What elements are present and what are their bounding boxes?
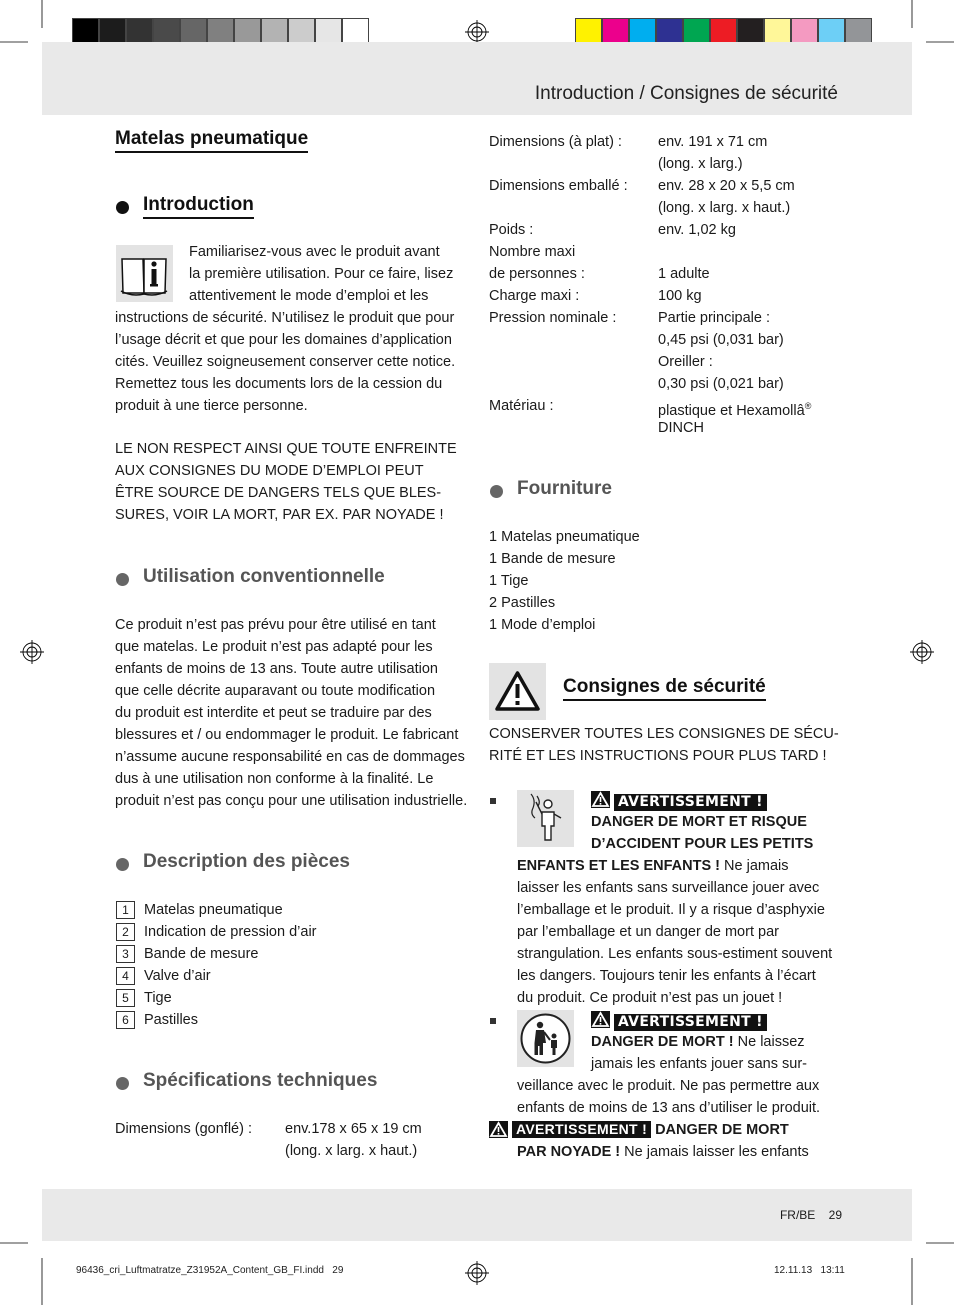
spec-value: env. 28 x 20 x 5,5 cm bbox=[658, 178, 795, 194]
spec-value: (long. x larg. x haut.) bbox=[285, 1143, 418, 1159]
warning-text-line: enfants de moins de 13 ans d’utiliser le produit. bbox=[517, 1100, 821, 1116]
intro-text-line: produit à une tierce personne. bbox=[115, 398, 308, 414]
intro-heading: Introduction bbox=[143, 194, 254, 219]
warning-badge bbox=[591, 1011, 767, 1031]
part-number: 4 bbox=[116, 967, 135, 985]
spec-value: (long. x larg. x haut.) bbox=[658, 200, 791, 216]
list-square-bullet bbox=[490, 1018, 496, 1024]
part-number: 6 bbox=[116, 1011, 135, 1029]
warning-text-line: laisser les enfants sans surveillance jouer avec bbox=[517, 880, 820, 896]
usage-text-line: produit n’est pas conçu pour une utilisation industrielle. bbox=[115, 793, 468, 809]
spec-value: 0,45 psi (0,031 bar) bbox=[658, 332, 784, 348]
part-label: Indication de pression d’air bbox=[144, 924, 317, 940]
safety-heading: Consignes de sécurité bbox=[563, 676, 766, 701]
list-item bbox=[116, 965, 211, 987]
safety-caps-line: RITÉ ET LES INSTRUCTIONS POUR PLUS TARD ! bbox=[489, 748, 827, 764]
spec-label: Dimensions (gonflé) : bbox=[115, 1121, 252, 1137]
registration-mark-left bbox=[20, 640, 44, 664]
usage-text-line: Ce produit n’est pas prévu pour être utilisé en tant bbox=[115, 617, 436, 633]
child-with-bag-icon bbox=[517, 790, 574, 847]
page-number bbox=[780, 1208, 842, 1222]
intro-text-line: l’usage décrit et que pour les domaines d’application bbox=[115, 332, 452, 348]
intro-text-line: cités. Veuillez soigneusement conserver cette notice. bbox=[115, 354, 456, 370]
section-bullet bbox=[116, 858, 129, 871]
section-bullet bbox=[116, 201, 129, 214]
product-title: Matelas pneumatique bbox=[115, 128, 308, 153]
spec-value: (long. x larg.) bbox=[658, 156, 743, 172]
parts-heading: Description des pièces bbox=[143, 851, 350, 872]
warning-small-icon bbox=[591, 791, 610, 808]
spec-value: env. 191 x 71 cm bbox=[658, 134, 768, 150]
warning-bold-text: PAR NOYADE ! bbox=[517, 1144, 621, 1160]
spec-label: Matériau : bbox=[489, 398, 554, 414]
usage-text-line: dus à une utilisation non conforme à la finalité. Le bbox=[115, 771, 434, 787]
spec-table bbox=[489, 131, 849, 441]
spec-value: plastique et Hexamollâ bbox=[658, 402, 805, 419]
spec-label: Poids : bbox=[489, 222, 534, 238]
usage-heading: Utilisation conventionnelle bbox=[143, 566, 385, 587]
list-item bbox=[116, 1009, 198, 1031]
intro-text-line: Remettez tous les documents lors de la cession du bbox=[115, 376, 443, 392]
warning-bold-text: DANGER DE MORT ! bbox=[591, 1034, 734, 1050]
list-item bbox=[116, 943, 258, 965]
list-item bbox=[116, 899, 283, 921]
spec-label: Nombre maxi bbox=[489, 244, 576, 260]
registered-mark: ® bbox=[804, 401, 812, 411]
usage-text-line: blessures et / ou endommager le produit. Le fabricant bbox=[115, 727, 459, 743]
supply-heading: Fourniture bbox=[517, 478, 612, 499]
warning-triangle-icon bbox=[489, 663, 546, 720]
language-code: FR/BE bbox=[779, 1208, 816, 1222]
section-bullet bbox=[116, 1077, 129, 1090]
warning-text: Ne jamais bbox=[724, 858, 789, 874]
spec-label: de personnes : bbox=[489, 266, 585, 282]
warning-text: Ne laissez bbox=[737, 1034, 805, 1050]
spec-value: 1 adulte bbox=[658, 266, 710, 282]
registration-mark-bottom bbox=[465, 1261, 489, 1285]
warning-bold-line: DANGER DE MORT ET RISQUE bbox=[591, 814, 807, 830]
spec-label: Pression nominale : bbox=[489, 310, 617, 326]
list-item: 2 Pastilles bbox=[489, 595, 556, 611]
spec-value: Partie principale : bbox=[658, 310, 771, 326]
warning-badge bbox=[591, 791, 767, 811]
warning-text-line: jamais les enfants jouer sans sur- bbox=[591, 1056, 807, 1072]
part-number: 5 bbox=[116, 989, 135, 1007]
spec-value: DINCH bbox=[658, 420, 704, 436]
info-book-icon bbox=[116, 245, 173, 302]
intro-text-line: attentivement le mode d’emploi et les bbox=[189, 288, 429, 304]
part-label: Pastilles bbox=[144, 1012, 198, 1028]
usage-text-line: que matelas. Le produit n’est pas adapté pour les bbox=[115, 639, 433, 655]
usage-text-line: n’assume aucune responsabilité en cas de dommages bbox=[115, 749, 465, 765]
warning-text-line: l’emballage et le produit. Il y a risque d’asphyxie bbox=[517, 902, 825, 918]
list-square-bullet bbox=[490, 798, 496, 804]
warning-small-icon bbox=[591, 1011, 610, 1028]
intro-warning-line: LE NON RESPECT AINSI QUE TOUTE ENFREINTE bbox=[115, 441, 457, 457]
part-label: Valve d’air bbox=[144, 968, 211, 984]
usage-text-line: du produit est interdite et peut se traduire par des bbox=[115, 705, 432, 721]
page-header-title: Introduction / Consignes de sécurité bbox=[534, 83, 838, 104]
intro-text-line: Familiarisez-vous avec le produit avant bbox=[189, 244, 440, 260]
part-number: 3 bbox=[116, 945, 135, 963]
list-item: 1 Tige bbox=[489, 573, 529, 589]
warning-label: AVERTISSEMENT ! bbox=[614, 794, 767, 811]
spec-value: env.178 x 65 x 19 cm bbox=[285, 1121, 422, 1137]
intro-text-line: la première utilisation. Pour ce faire, lisez bbox=[189, 266, 454, 282]
section-bullet bbox=[116, 573, 129, 586]
warning-label: AVERTISSEMENT ! bbox=[512, 1121, 651, 1138]
warning-bold-line: D’ACCIDENT POUR LES PETITS bbox=[591, 836, 814, 852]
slug-date: 12.11.13 13:11 bbox=[774, 1265, 845, 1276]
usage-text-line: enfants de moins de 13 ans. Toute autre utilisation bbox=[115, 661, 438, 677]
warning-text-line: par l’emballage et un danger de mort par bbox=[517, 924, 779, 940]
spec-value: 0,30 psi (0,021 bar) bbox=[658, 376, 784, 392]
parts-list bbox=[116, 899, 456, 1039]
adult-with-child-icon bbox=[517, 1010, 574, 1067]
section-bullet bbox=[490, 485, 503, 498]
registration-mark-top bbox=[465, 20, 489, 44]
warning-text-line: du produit. Ce produit n’est pas un jouet ! bbox=[517, 990, 783, 1006]
specs-heading: Spécifications techniques bbox=[143, 1070, 378, 1091]
warning-text-line: veillance avec le produit. Ne pas permettre aux bbox=[517, 1078, 820, 1094]
warning-bold-text: DANGER DE MORT bbox=[655, 1122, 789, 1138]
part-number: 2 bbox=[116, 923, 135, 941]
spec-label: Dimensions emballé : bbox=[489, 178, 628, 194]
part-label: Bande de mesure bbox=[144, 946, 259, 962]
warning-text-line: strangulation. Les enfants sous-estiment souvent bbox=[517, 946, 833, 962]
spec-value: env. 1,02 kg bbox=[658, 222, 736, 238]
spec-value: 100 kg bbox=[658, 288, 702, 304]
spec-label: Charge maxi : bbox=[489, 288, 580, 304]
list-item: 1 Bande de mesure bbox=[489, 551, 616, 567]
intro-warning-line: ÊTRE SOURCE DE DANGERS TELS QUE BLES- bbox=[115, 485, 442, 501]
warning-text-line: les dangers. Toujours tenir les enfants à l’écart bbox=[517, 968, 816, 984]
list-item: 1 Matelas pneumatique bbox=[489, 529, 640, 545]
part-label: Matelas pneumatique bbox=[144, 902, 283, 918]
intro-text-line: instructions de sécurité. N’utilisez le produit que pour bbox=[115, 310, 455, 326]
list-item bbox=[116, 987, 172, 1009]
usage-text-line: que celle décrite auparavant ou toute modification bbox=[115, 683, 436, 699]
part-label: Tige bbox=[144, 990, 172, 1006]
part-number: 1 bbox=[116, 901, 135, 919]
list-item bbox=[116, 921, 317, 943]
warning-bold-line: ENFANTS ET LES ENFANTS ! bbox=[517, 858, 721, 874]
warning-text: Ne jamais laisser les enfants bbox=[624, 1144, 809, 1160]
registration-mark-right bbox=[910, 640, 934, 664]
list-item: 1 Mode d’emploi bbox=[489, 617, 596, 633]
page-number-value: 29 bbox=[828, 1208, 842, 1222]
intro-warning-line: AUX CONSIGNES DU MODE D’EMPLOI PEUT bbox=[115, 463, 424, 479]
slug-filename: 96436_cri_Luftmatratze_Z31952A_Content_GB_FI.indd 29 bbox=[76, 1265, 344, 1276]
safety-caps-line: CONSERVER TOUTES LES CONSIGNES DE SÉCU- bbox=[489, 726, 839, 742]
spec-label: Dimensions (à plat) : bbox=[489, 134, 622, 150]
warning-label: AVERTISSEMENT ! bbox=[614, 1014, 767, 1031]
intro-warning-line: SURES, VOIR LA MORT, PAR EX. PAR NOYADE ! bbox=[115, 507, 444, 523]
spec-value: Oreiller : bbox=[658, 354, 713, 370]
warning-small-icon bbox=[489, 1121, 508, 1138]
